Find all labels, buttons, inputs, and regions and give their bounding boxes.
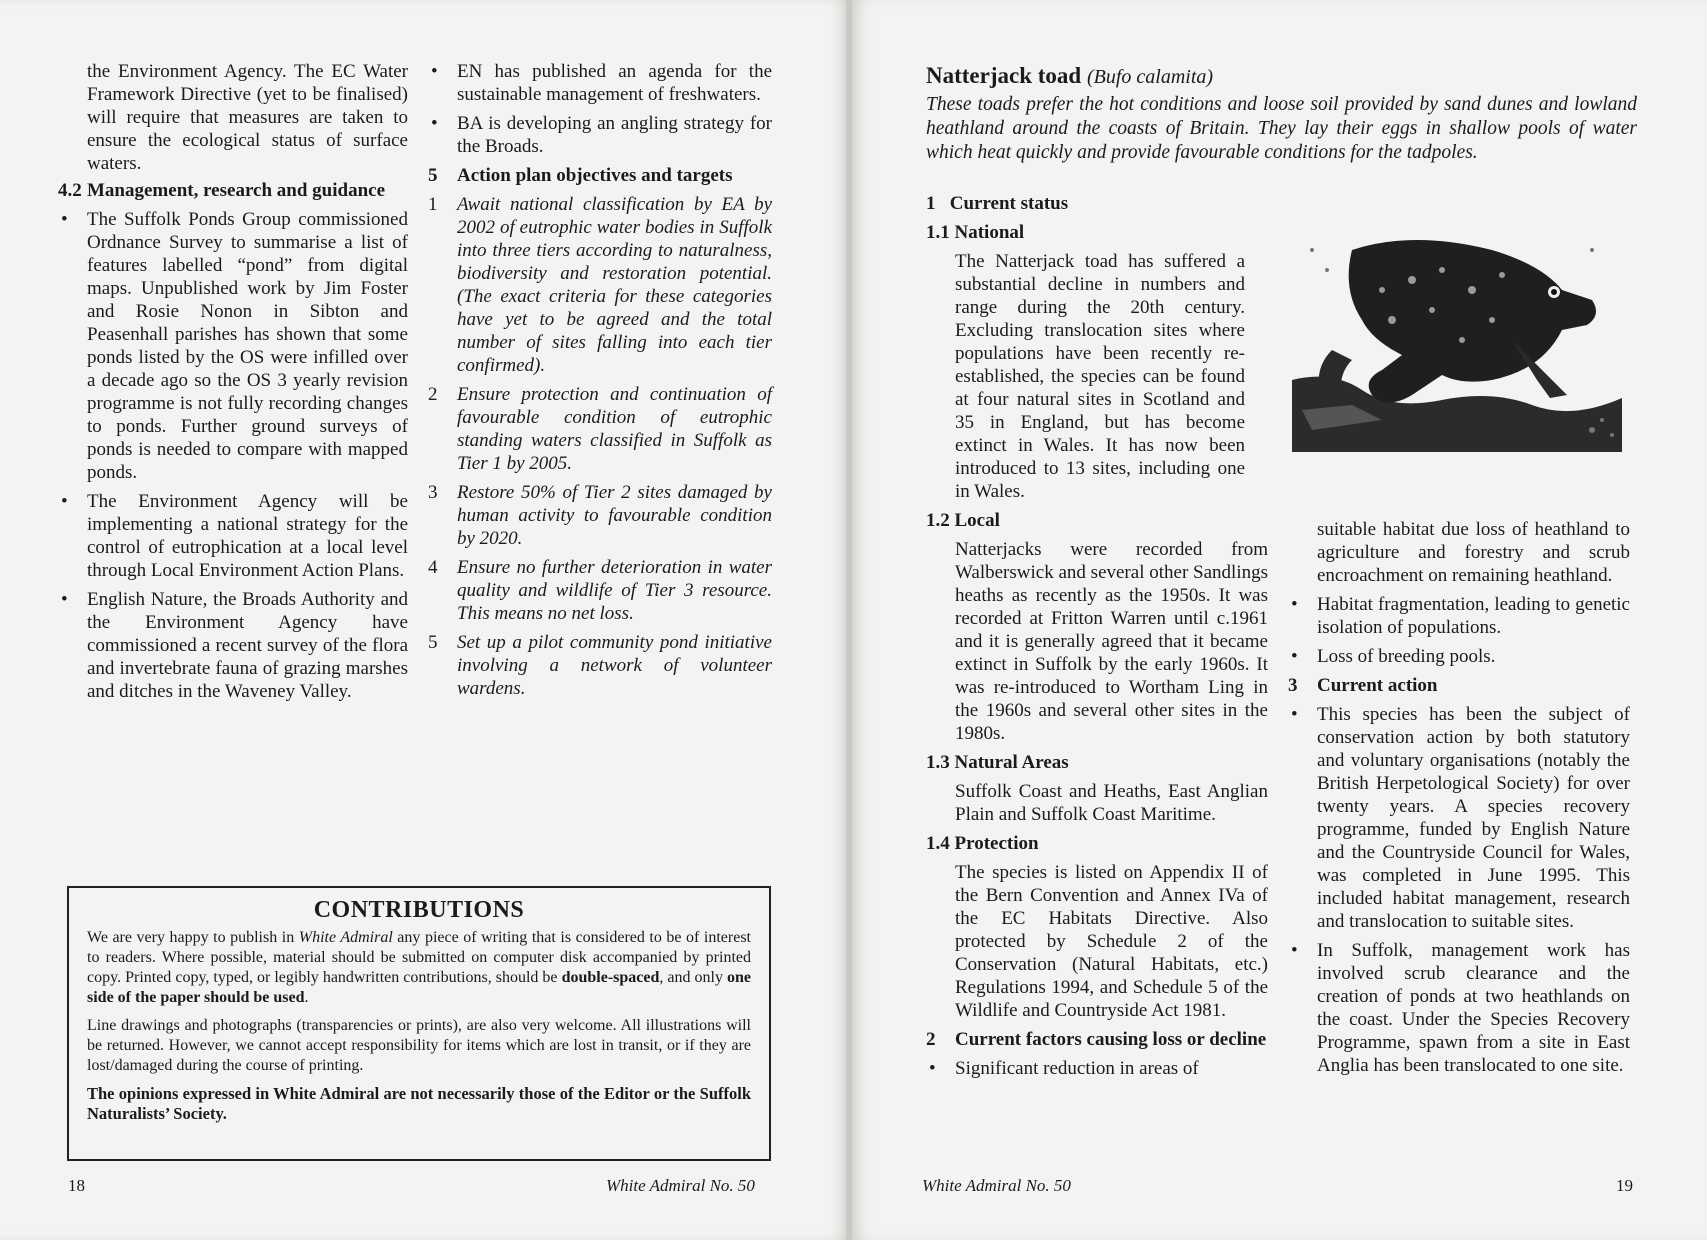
- list-item: • The Environment Agency will be implementing a national strategy for the control of eutrophication at a local level through Local Environment Action Plans.: [61, 491, 408, 581]
- heading-current-status: 1 Current status: [926, 193, 1069, 214]
- list-item: • Significant reduction in areas of: [929, 1058, 1199, 1079]
- left-column-2: [428, 60, 772, 706]
- section-heading-5: [428, 164, 772, 187]
- bullet-icon: •: [61, 491, 68, 512]
- section-title: Management, research and guidance: [87, 180, 386, 201]
- bullet-icon: •: [1291, 646, 1298, 667]
- left-footer-title: White Admiral No. 50: [606, 1176, 755, 1195]
- bullet-icon: •: [1291, 940, 1298, 961]
- heading-protection: 1.4 Protection: [926, 833, 1039, 854]
- right-footer-title: White Admiral No. 50: [922, 1176, 1071, 1195]
- list-item: • EN has published an agenda for the sustainable management of freshwaters.: [431, 61, 772, 105]
- national-text: The Natterjack toad has suffered a substantial decline in numbers and range during the 20th century. Excluding translocation sites where populations have been recently re-established, the species can be found at four natural sites in Scotland and 35 in England, but has become extinct in Wales. It has now been introduced to 13 sites, including one in Wales.: [955, 251, 1245, 502]
- natterjack-toad-illustration: [1292, 230, 1622, 452]
- heading-national: 1.1 National: [926, 222, 1025, 243]
- list-item: • In Suffolk, management work has involved scrub clearance and the creation of ponds at two heathlands on the coast. Under the Species Recovery Programme, spawn from a site in East Anglia has been translocated to one site.: [1291, 940, 1630, 1076]
- list-item: 2 Ensure protection and continuation of favourable condition of eutrophic standing waters classified in Suffolk as Tier 1 by 2005.: [428, 384, 772, 474]
- continuation-text: the Environment Agency. The EC Water Framework Directive (yet to be finalised) will require that measures are taken to ensure the ecological status of surface waters.: [87, 61, 408, 174]
- bullet-icon: •: [431, 113, 438, 134]
- bullet-icon: •: [61, 589, 68, 610]
- list-item: 4 Ensure no further deterioration in water quality and wildlife of Tier 3 resource. This means no net loss.: [428, 557, 772, 624]
- bullet-icon: •: [1291, 704, 1298, 725]
- section-number: 3: [1288, 675, 1298, 696]
- local-text: Natterjacks were recorded from Walberswick and several other Sandlings heaths as recently as the 1950s. It was recorded at Fritton Warren until c.1961 and it is generally agreed that it became extinct in Suffolk by the early 1960s. It was re-introduced to Wortham Ling in the 1960s and several other sites in the 1980s.: [955, 539, 1268, 744]
- section-heading-2: [926, 1028, 1268, 1051]
- list-item: 1 Await national classification by EA by 2002 of eutrophic water bodies in Suffolk into three tiers according to naturalness, biodiversity and restoration potential. (The exact criteria for these categories have yet to be agreed and the total number of sites falling into each tier confirmed).: [428, 194, 772, 376]
- right-column-2: [1288, 518, 1630, 1083]
- heading-local: 1.2 Local: [926, 510, 1000, 531]
- left-column-1: [58, 60, 408, 709]
- bullet-list: [428, 60, 772, 158]
- bullet-list: [58, 208, 408, 703]
- list-item: • This species has been the subject of conservation action by both statutory and voluntary organisations (notably the British Herpetological Society) for over twenty years. A species recovery programme, funded by English Nature and the Countryside Council for Wales, was completed in June 1995. This included habitat management, research and translocation to suitable sites.: [1291, 704, 1630, 932]
- species-title: [926, 64, 1637, 89]
- bullet-icon: •: [431, 61, 438, 82]
- section-heading-3: [1288, 674, 1630, 697]
- contributions-paragraph-2: Line drawings and photographs (transparencies or prints), are also very welcome. All illustrations will be returned. However, we cannot accept responsibility for items which are lost in transit, or if they are lost/damaged during the course of printing.: [87, 1017, 751, 1074]
- contributions-disclaimer: The opinions expressed in White Admiral are not necessarily those of the Editor or the Suffolk Naturalists’ Society.: [87, 1084, 751, 1123]
- section-number: 2: [926, 1029, 936, 1050]
- list-item: • English Nature, the Broads Authority and the Environment Agency have commissioned a recent survey of the flora and invertebrate fauna of grazing marshes and ditches in the Waveney Valley.: [61, 589, 408, 702]
- contributions-title: CONTRIBUTIONS: [313, 897, 525, 923]
- section-heading-4-2: [58, 179, 408, 202]
- bullet-list: [926, 1057, 1268, 1080]
- section-title: Current action: [1317, 675, 1438, 696]
- section-title: Current factors causing loss or decline: [955, 1029, 1267, 1050]
- list-item: • Habitat fragmentation, leading to genetic isolation of populations.: [1291, 594, 1630, 638]
- heading-natural-areas: 1.3 Natural Areas: [926, 752, 1069, 773]
- section-number: 5: [428, 165, 438, 186]
- species-name: Natterjack toad: [926, 63, 1082, 88]
- book-gutter: [846, 0, 852, 1240]
- list-item: • BA is developing an angling strategy for the Broads.: [431, 113, 772, 157]
- bullet-icon: •: [929, 1058, 936, 1079]
- protection-text: The species is listed on Appendix II of the Bern Convention and Annex IVa of the EC Habitats Directive. Also protected by Schedule 2 of the Conservation (Natural Habitats, etc.) Regulations 1994, and Schedule 5 of the Wildlife and Countryside Act 1981.: [955, 862, 1268, 1021]
- continuation-text: suitable habitat due loss of heathland to agriculture and forestry and scrub encroachment on remaining heathland.: [1317, 519, 1630, 586]
- natural-areas-text: Suffolk Coast and Heaths, East Anglian Plain and Suffolk Coast Maritime.: [955, 781, 1268, 825]
- list-item: • The Suffolk Ponds Group commissioned Ordnance Survey to summarise a list of features labelled “pond” from digital maps. Unpublished work by Jim Foster and Rosie Nonon in Sibton and Peasenhall parishes has shown that some ponds listed by the OS were infilled over a decade ago so the OS 3 yearly revision programme is not fully recording changes to ponds. Further ground surveys of ponds is needed to compare with mapped ponds.: [61, 209, 408, 483]
- bullet-icon: •: [1291, 594, 1298, 615]
- objectives-list: [428, 193, 772, 700]
- species-header: [926, 64, 1637, 165]
- right-page-number: 19: [1616, 1176, 1633, 1195]
- section-title: Action plan objectives and targets: [457, 165, 733, 186]
- section-number: 4.2: [58, 180, 82, 201]
- contributions-paragraph-1: We are very happy to publish in White Admiral any piece of writing that is considered to be of interest to readers. Where possible, material should be submitted on computer disk accompanied by printed copy. Printed copy, typed, or legibly handwritten contributions, should be double-spaced, and only one side of the paper should be used.: [87, 929, 752, 1006]
- contributions-box: [67, 886, 771, 1161]
- species-latin-name: (Bufo calamita): [1086, 66, 1214, 88]
- bullet-icon: •: [61, 209, 68, 230]
- bullet-list: [1288, 593, 1630, 668]
- species-intro: These toads prefer the hot conditions and loose soil provided by sand dunes and lowland heathland around the coasts of Britain. They lay their eggs in shallow pools of water which heat quickly and provide favourable conditions for the tadpoles.: [926, 94, 1637, 163]
- bullet-list: [1288, 703, 1630, 1077]
- list-item: 3 Restore 50% of Tier 2 sites damaged by human activity to favourable condition by 2020.: [428, 482, 772, 549]
- list-item: 5 Set up a pilot community pond initiative involving a network of volunteer wardens.: [428, 632, 772, 699]
- left-page-number: 18: [68, 1176, 85, 1195]
- list-item: • Loss of breeding pools.: [1291, 646, 1496, 667]
- right-column-1: [926, 186, 1268, 1086]
